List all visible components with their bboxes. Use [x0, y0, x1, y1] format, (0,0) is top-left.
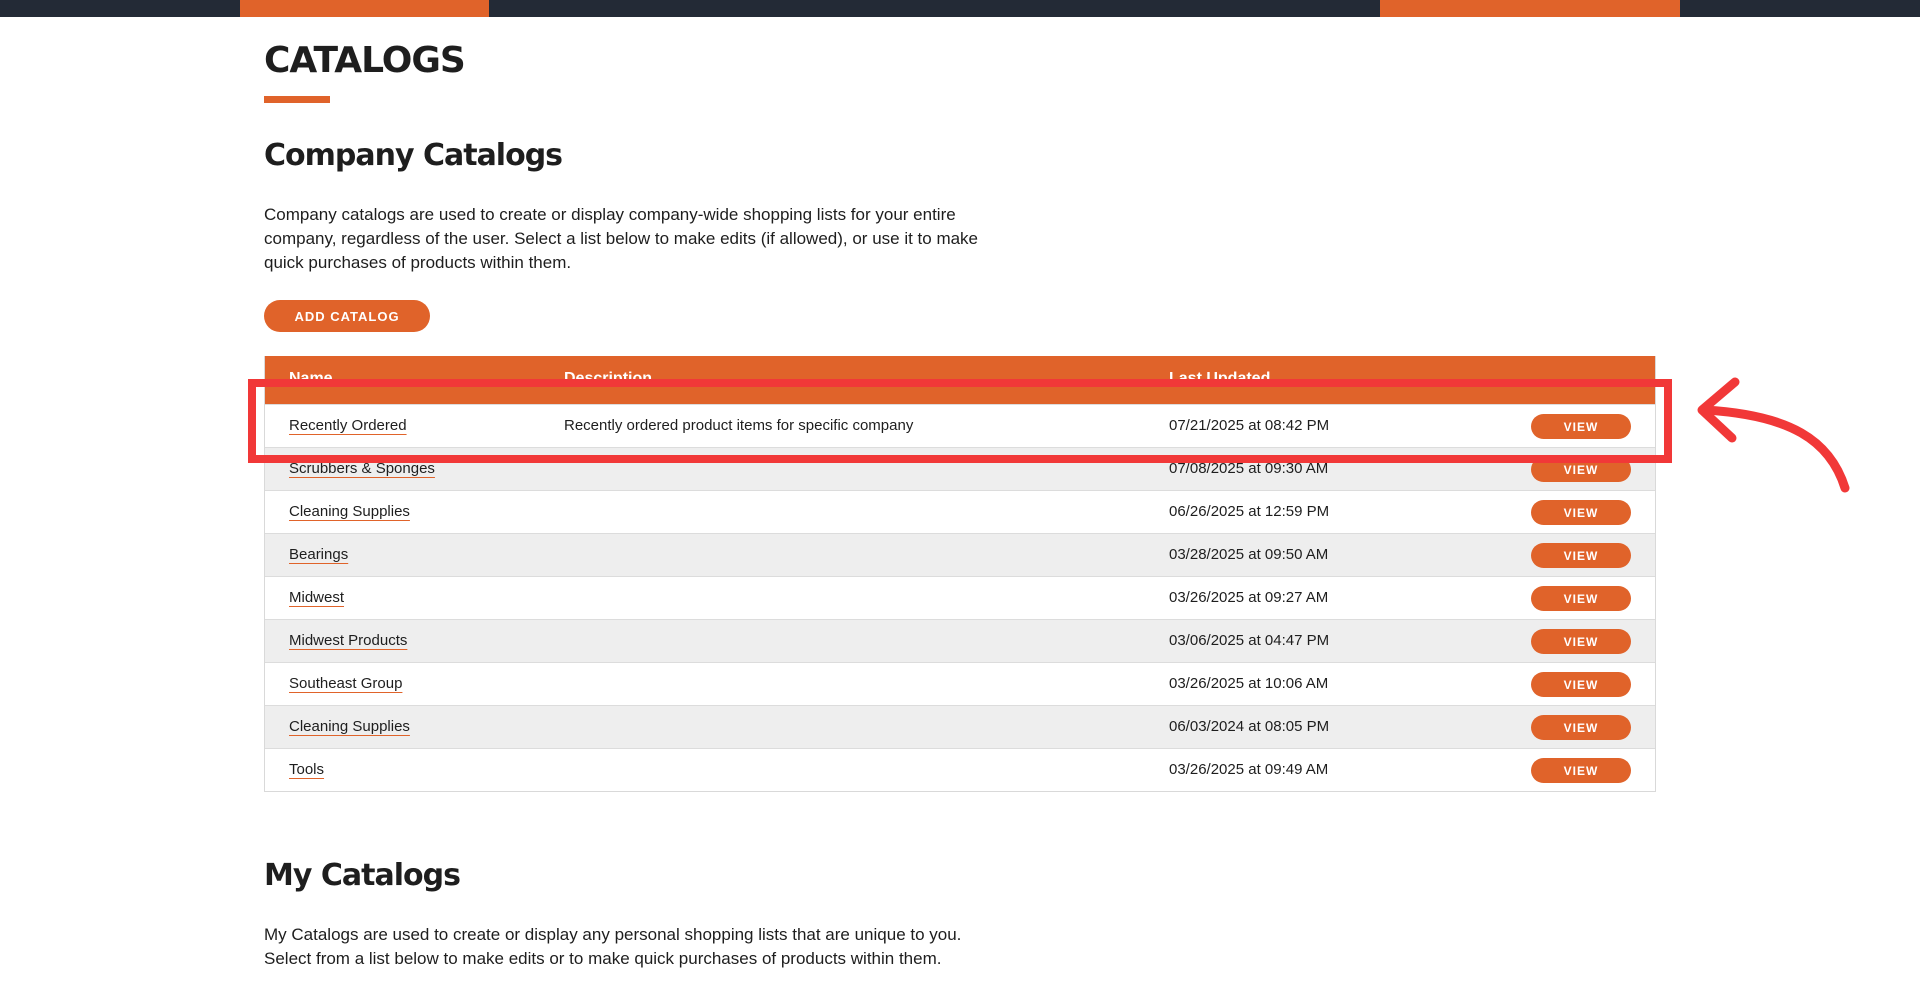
- company-catalogs-description: Company catalogs are used to create or display company-wide shopping lists for your entire company, regardless of the user. Select a list below to make edits (if allowed), or use it to make quick purchases of products within them.: [264, 205, 979, 272]
- company-catalogs-table: [264, 356, 1656, 792]
- catalog-name-link[interactable]: Tools: [289, 761, 325, 778]
- view-button[interactable]: VIEW: [1531, 672, 1631, 697]
- view-button[interactable]: VIEW: [1531, 715, 1631, 740]
- view-button[interactable]: VIEW: [1531, 500, 1631, 525]
- nav-tab-active-left[interactable]: [240, 0, 489, 17]
- view-button[interactable]: VIEW: [1531, 543, 1631, 568]
- view-button[interactable]: VIEW: [1531, 629, 1631, 654]
- view-button[interactable]: VIEW: [1531, 414, 1631, 439]
- catalog-name-link[interactable]: Scrubbers & Sponges: [289, 460, 435, 477]
- catalog-last-updated: 06/26/2025 at 12:59 PM: [1169, 503, 1330, 520]
- my-catalogs-description: My Catalogs are used to create or display any personal shopping lists that are unique to you. Select from a list below to make edits or to make quick purchases of products within them.: [264, 925, 962, 968]
- catalog-name-link[interactable]: Cleaning Supplies: [289, 503, 410, 520]
- view-button[interactable]: VIEW: [1531, 586, 1631, 611]
- table-row: [265, 404, 1655, 447]
- table-row: [265, 533, 1655, 576]
- table-row: [265, 748, 1655, 791]
- catalog-last-updated: 03/06/2025 at 04:47 PM: [1169, 632, 1330, 649]
- add-catalog-button[interactable]: ADD CATALOG: [264, 300, 430, 332]
- header-name: Name: [289, 370, 333, 387]
- catalog-name-link[interactable]: Midwest: [289, 589, 345, 606]
- table-row: [265, 447, 1655, 490]
- view-button[interactable]: VIEW: [1531, 457, 1631, 482]
- view-button[interactable]: VIEW: [1531, 758, 1631, 783]
- catalog-name-link[interactable]: Midwest Products: [289, 632, 408, 649]
- table-header: [265, 356, 1655, 404]
- catalog-last-updated: 07/21/2025 at 08:42 PM: [1169, 417, 1330, 434]
- annotation-arrow-icon: [1680, 370, 1860, 500]
- catalog-description: Recently ordered product items for specific company: [564, 417, 914, 434]
- catalog-last-updated: 07/08/2025 at 09:30 AM: [1169, 460, 1329, 477]
- catalog-last-updated: 06/03/2024 at 08:05 PM: [1169, 718, 1330, 735]
- table-row: [265, 662, 1655, 705]
- my-catalogs-title: My Catalogs: [264, 858, 460, 893]
- page-title: CATALOGS: [264, 40, 465, 81]
- catalog-last-updated: 03/26/2025 at 10:06 AM: [1169, 675, 1329, 692]
- nav-tab-active-right[interactable]: [1380, 0, 1680, 17]
- table-row: [265, 490, 1655, 533]
- table-row: [265, 619, 1655, 662]
- top-navigation-bar: [0, 0, 1920, 17]
- catalog-name-link[interactable]: Cleaning Supplies: [289, 718, 410, 735]
- catalog-last-updated: 03/28/2025 at 09:50 AM: [1169, 546, 1329, 563]
- catalog-last-updated: 03/26/2025 at 09:27 AM: [1169, 589, 1329, 606]
- company-catalogs-title: Company Catalogs: [264, 138, 563, 173]
- catalog-name-link[interactable]: Bearings: [289, 546, 349, 563]
- table-row: [265, 705, 1655, 748]
- catalog-name-link[interactable]: Recently Ordered: [289, 417, 407, 434]
- catalog-last-updated: 03/26/2025 at 09:49 AM: [1169, 761, 1329, 778]
- table-row: [265, 576, 1655, 619]
- title-underline: [264, 96, 330, 103]
- header-last-updated: Last Updated: [1169, 370, 1271, 387]
- header-description: Description: [564, 370, 653, 387]
- catalog-name-link[interactable]: Southeast Group: [289, 675, 403, 692]
